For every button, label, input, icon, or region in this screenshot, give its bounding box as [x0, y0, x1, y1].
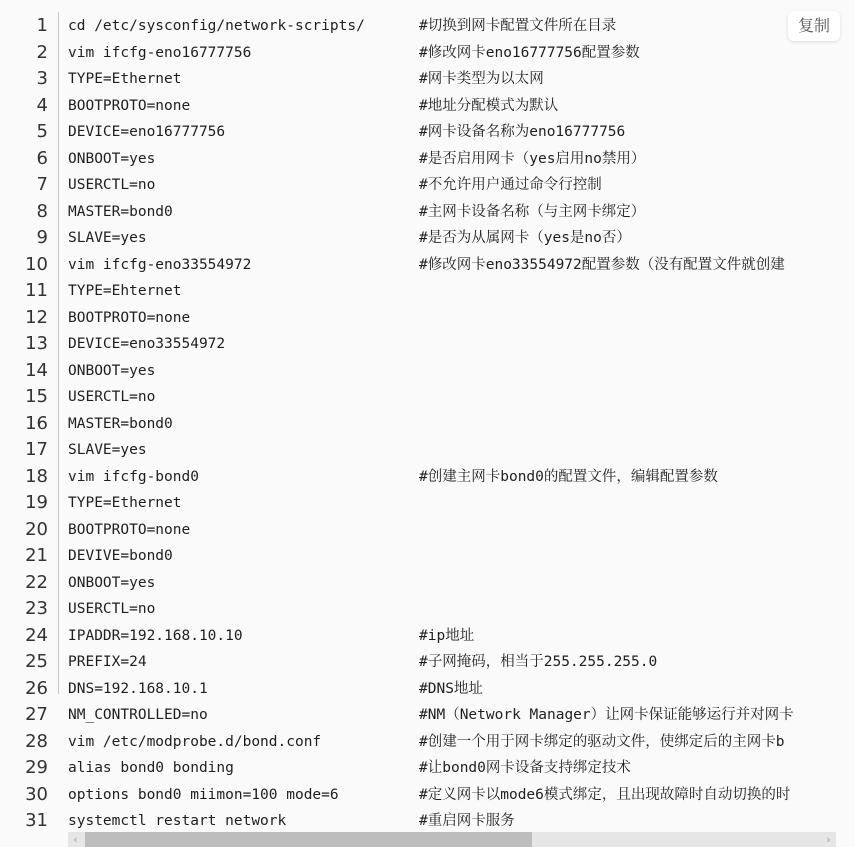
code-command: USERCTL=no — [68, 601, 156, 617]
line-number: 22 — [25, 571, 48, 593]
code-line — [0, 808, 855, 835]
scroll-right-icon[interactable]: › — [826, 833, 831, 846]
line-number: 7 — [36, 174, 48, 195]
code-comment: #ip地址 — [419, 627, 475, 644]
code-line — [0, 146, 855, 173]
code-command: PREFIX=24 — [68, 654, 147, 670]
code-comment: #网卡设备名称为eno16777756 — [419, 124, 626, 140]
code-comment: #子网掩码，相当于255.255.255.0 — [419, 654, 658, 670]
code-line — [0, 543, 855, 570]
line-number: 2 — [36, 41, 48, 63]
code-line — [0, 252, 855, 279]
code-line — [0, 93, 855, 120]
code-command: NM_CONTROLLED=no — [68, 707, 208, 723]
code-line — [0, 278, 855, 305]
line-number: 28 — [25, 730, 48, 752]
line-number: 24 — [25, 624, 48, 646]
code-comment: #NM（Network Manager）让网卡保证能够运行并对网卡 — [419, 707, 794, 723]
code-command: USERCTL=no — [68, 177, 156, 193]
code-comment: #创建一个用于网卡绑定的驱动文件，使绑定后的主网卡b — [419, 733, 785, 750]
code-comment: #重启网卡服务 — [419, 813, 515, 829]
code-line — [0, 225, 855, 252]
code-command: TYPE=Ehternet — [68, 283, 182, 299]
code-command: MASTER=bond0 — [68, 203, 173, 220]
code-line — [0, 702, 855, 729]
code-line — [0, 729, 855, 756]
line-number: 17 — [25, 439, 48, 460]
code-command: BOOTPROTO=none — [68, 521, 191, 538]
code-line — [0, 66, 855, 93]
line-number: 13 — [25, 333, 48, 354]
code-comment: #地址分配模式为默认 — [419, 97, 559, 114]
code-comment: #修改网卡eno33554972配置参数（没有配置文件就创建 — [419, 256, 785, 273]
line-number: 26 — [25, 677, 48, 699]
code-command: BOOTPROTO=none — [68, 97, 191, 114]
line-number: 8 — [36, 200, 48, 222]
code-command: IPADDR=192.168.10.10 — [68, 627, 243, 644]
code-comment: #是否为从属网卡（yes是no否） — [419, 230, 631, 246]
code-line — [0, 411, 855, 438]
code-command: TYPE=Ethernet — [68, 71, 182, 87]
code-line — [0, 13, 855, 40]
code-command: DEVICE=eno33554972 — [68, 336, 226, 352]
code-command: USERCTL=no — [68, 389, 156, 405]
code-command: cd /etc/sysconfig/network-scripts/ — [68, 18, 365, 34]
line-number: 14 — [25, 359, 48, 381]
line-number: 10 — [25, 253, 48, 275]
code-line — [0, 40, 855, 67]
code-line — [0, 517, 855, 544]
code-command: vim ifcfg-eno16777756 — [68, 44, 252, 61]
line-number: 21 — [25, 545, 48, 566]
line-number: 18 — [25, 465, 48, 487]
code-command: DEVIVE=bond0 — [68, 548, 173, 564]
code-comment: #创建主网卡bond0的配置文件，编辑配置参数 — [419, 468, 718, 485]
line-number: 12 — [25, 306, 48, 328]
code-line — [0, 305, 855, 332]
code-line — [0, 384, 855, 411]
code-comment: #修改网卡eno16777756配置参数 — [419, 44, 640, 61]
line-number: 27 — [25, 704, 48, 725]
code-command: vim ifcfg-eno33554972 — [68, 256, 252, 273]
code-command: TYPE=Ethernet — [68, 495, 182, 511]
code-lines — [0, 13, 855, 835]
code-line — [0, 570, 855, 597]
code-line — [0, 358, 855, 385]
code-comment: #主网卡设备名称（与主网卡绑定） — [419, 203, 646, 220]
code-command: SLAVE=yes — [68, 442, 147, 458]
horizontal-scrollbar[interactable] — [68, 832, 836, 847]
code-comment: #是否启用网卡（yes启用no禁用） — [419, 150, 646, 167]
line-number: 6 — [36, 147, 48, 169]
copy-button[interactable]: 复制 — [788, 11, 840, 41]
line-number: 31 — [25, 810, 48, 831]
code-line — [0, 755, 855, 782]
scrollbar-thumb[interactable] — [85, 832, 532, 847]
code-line — [0, 437, 855, 464]
code-line — [0, 623, 855, 650]
code-comment: #定义网卡以mode6模式绑定，且出现故障时自动切换的时 — [419, 786, 791, 803]
code-command: MASTER=bond0 — [68, 415, 173, 432]
line-number: 3 — [36, 68, 48, 89]
line-number: 1 — [36, 15, 48, 36]
code-comment: #切换到网卡配置文件所在目录 — [419, 18, 617, 34]
code-comment: #DNS地址 — [419, 680, 483, 697]
code-command: vim /etc/modprobe.d/bond.conf — [68, 733, 322, 750]
line-number: 19 — [25, 492, 48, 513]
line-number: 25 — [25, 651, 48, 672]
code-command: ONBOOT=yes — [68, 362, 156, 379]
line-number: 30 — [25, 783, 48, 805]
code-line — [0, 119, 855, 146]
code-command: ONBOOT=yes — [68, 150, 156, 167]
code-line — [0, 649, 855, 676]
code-line — [0, 782, 855, 809]
line-number: 9 — [36, 227, 48, 248]
code-line — [0, 596, 855, 623]
code-comment: #不允许用户通过命令行控制 — [419, 177, 602, 193]
line-number: 16 — [25, 412, 48, 434]
code-command: SLAVE=yes — [68, 230, 147, 246]
code-line — [0, 676, 855, 703]
line-number: 23 — [25, 598, 48, 619]
line-number: 4 — [36, 94, 48, 116]
code-command: options bond0 miimon=100 mode=6 — [68, 786, 339, 803]
code-line — [0, 464, 855, 491]
code-line — [0, 172, 855, 199]
code-command: vim ifcfg-bond0 — [68, 468, 199, 485]
code-line — [0, 331, 855, 358]
line-number: 5 — [36, 121, 48, 142]
code-command: BOOTPROTO=none — [68, 309, 191, 326]
code-command: DEVICE=eno16777756 — [68, 124, 226, 140]
scroll-left-icon[interactable]: ‹ — [73, 833, 78, 846]
code-command: alias bond0 bonding — [68, 760, 234, 776]
line-number: 15 — [25, 386, 48, 407]
code-comment: #让bond0网卡设备支持绑定技术 — [419, 760, 631, 776]
code-command: ONBOOT=yes — [68, 574, 156, 591]
line-number: 29 — [25, 757, 48, 778]
code-command: systemctl restart network — [68, 813, 287, 829]
code-line — [0, 199, 855, 226]
code-comment: #网卡类型为以太网 — [419, 71, 544, 87]
code-command: DNS=192.168.10.1 — [68, 680, 208, 697]
code-line — [0, 490, 855, 517]
line-number: 11 — [25, 280, 48, 301]
line-number: 20 — [25, 518, 48, 540]
